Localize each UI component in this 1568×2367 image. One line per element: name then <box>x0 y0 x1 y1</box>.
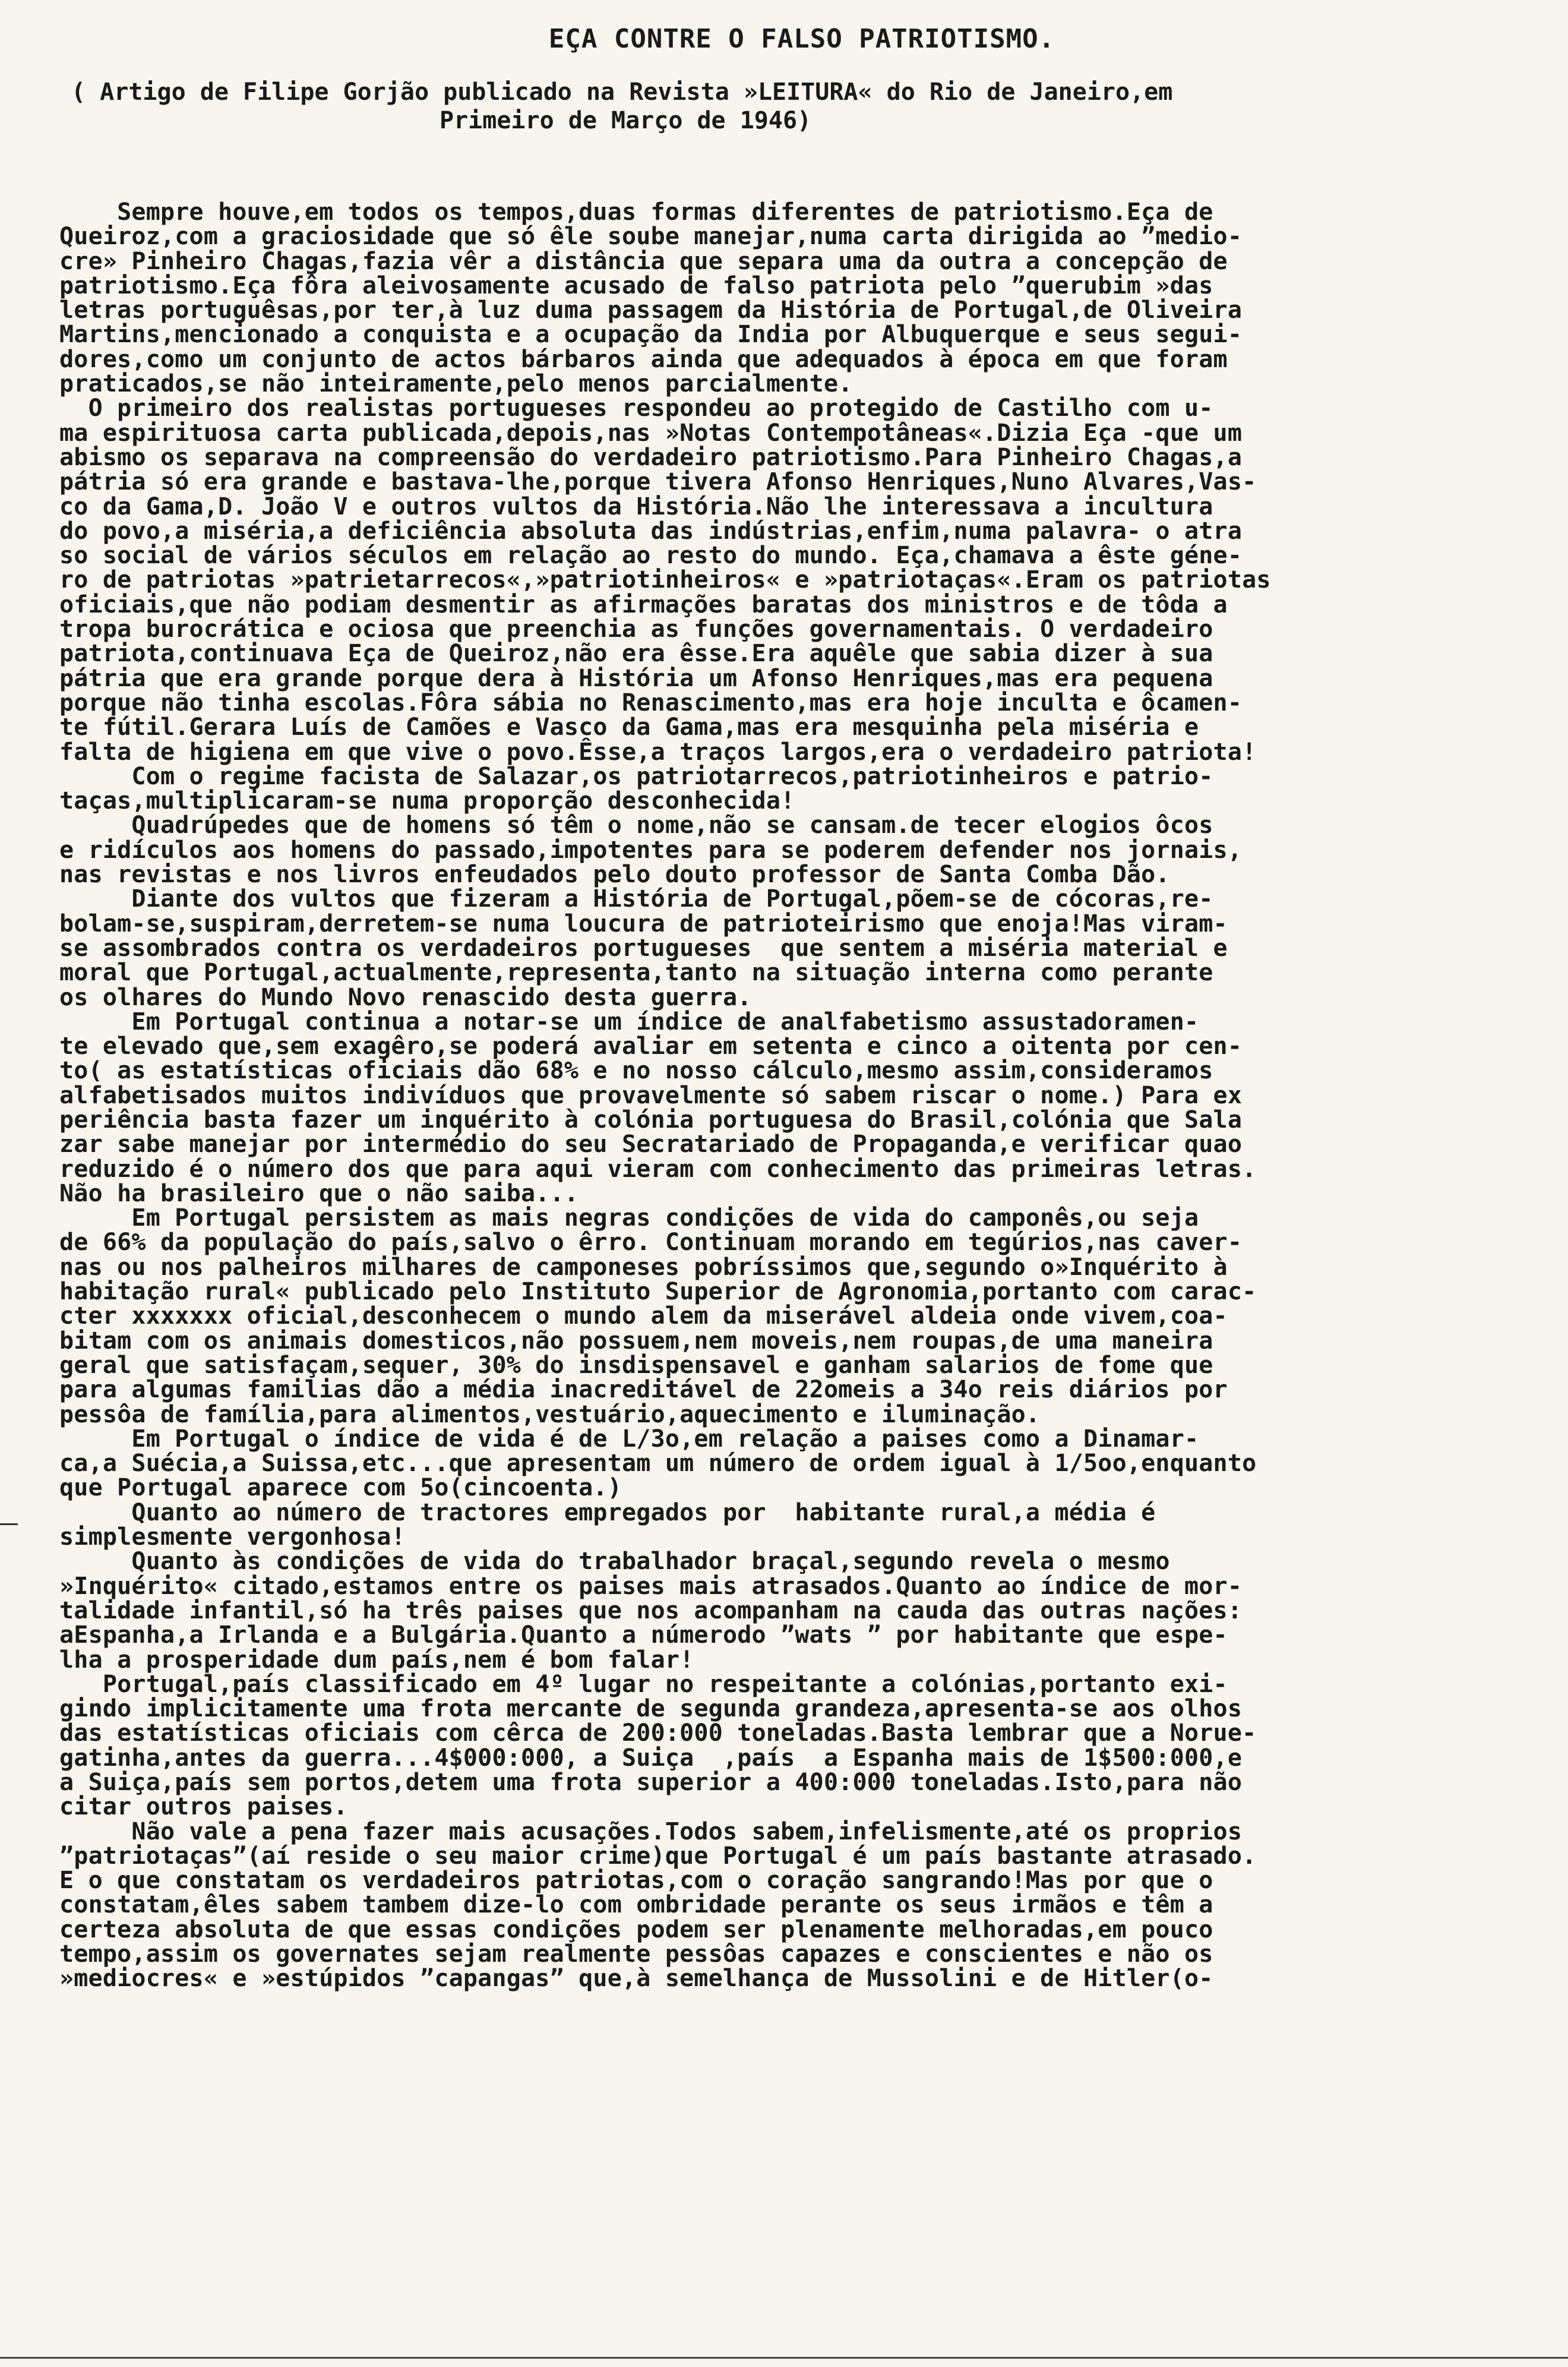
text-line: letras portuguêsas,por ter,à luz duma passagem da História de Portugal,de Oliveira <box>59 296 1243 324</box>
text-line: os olhares do Mundo Novo renascido desta guerra. <box>59 983 752 1011</box>
text-line: abismo os separava na compreensão do verdadeiro patriotismo.Para Pinheiro Chagas,a <box>59 443 1243 471</box>
text-line: que Portugal aparece com 5o(cincoenta.) <box>59 1474 622 1502</box>
text-line: pessôa de família,para alimentos,vestuário,aquecimento e iluminação. <box>59 1400 1041 1428</box>
text-line: gatinha,antes da guerra...4$000:000, a Suiça ,país a Espanha mais de 1$500:000,e <box>59 1744 1243 1772</box>
text-line: Não vale a pena fazer mais acusações.Todos sabem,infelismente,até os proprios <box>59 1817 1243 1845</box>
text-line: Diante dos vultos que fizeram a História de Portugal,põem-se de cócoras,re- <box>59 885 1213 913</box>
text-line: periência basta fazer um inquérito à colónia portuguesa do Brasil,colónia que Sala <box>59 1106 1243 1134</box>
bottom-rule <box>0 2357 1568 2359</box>
margin-mark <box>0 1523 18 1525</box>
text-line: co da Gama,D. João V e outros vultos da História.Não lhe interessava a incultura <box>59 493 1213 520</box>
text-line: to( as estatísticas oficiais dão 68% e no nosso cálculo,mesmo assim,consideramos <box>59 1057 1213 1085</box>
text-line: pátria só era grande e bastava-lhe,porque tivera Afonso Henriques,Nuno Alvares,Vas- <box>59 468 1257 496</box>
text-line: pátria que era grande porque dera à História um Afonso Henriques,mas era pequena <box>59 664 1213 692</box>
text-line: Sempre houve,em todos os tempos,duas formas diferentes de patriotismo.Eça de <box>59 198 1213 226</box>
text-line: E o que constatam os verdadeiros patriotas,com o coração sangrando!Mas por que o <box>59 1867 1213 1895</box>
text-line: constatam,êles sabem tambem dize-lo com ombridade perante os seus irmãos e têm a <box>59 1891 1213 1919</box>
text-line: patriotismo.Eça fôra aleivosamente acusado de falso patriota pelo ”querubim »das <box>59 272 1213 299</box>
text-line: praticados,se não inteiramente,pelo menos parcialmente. <box>59 370 853 398</box>
text-line: Em Portugal continua a notar-se um índice de analfabetismo assustadoramen- <box>59 1008 1199 1036</box>
text-line: tropa burocrática e ociosa que preenchia as funções governamentais. O verdadeiro <box>59 616 1213 643</box>
text-line: geral que satisfaçam,sequer, 30% do insdispensavel e ganham salarios de fome que <box>59 1351 1213 1379</box>
subtitle-line-2: Primeiro de Março de 1946) <box>440 107 812 134</box>
article-body <box>59 200 1526 1992</box>
text-line: ma espirituosa carta publicada,depois,nas »Notas Contempotâneas«.Dizia Eça -que um <box>59 419 1243 447</box>
text-line: ”patriotaças”(aí reside o seu maior crime)que Portugal é um país bastante atrasado. <box>59 1842 1257 1870</box>
text-line: cter xxxxxxx oficial,desconhecem o mundo alem da miserável aldeia onde vivem,coa- <box>59 1302 1228 1330</box>
text-line: Quadrúpedes que de homens só têm o nome,não se cansam.de tecer elogios ôcos <box>59 812 1213 840</box>
text-line: reduzido é o número dos que para aqui vieram com conhecimento das primeiras letras. <box>59 1155 1257 1183</box>
text-line: tempo,assim os governates sejam realmente pessôas capazes e conscientes e não os <box>59 1940 1213 1968</box>
text-line: habitação rural« publicado pelo Instituto Superior de Agronomia,portanto com carac- <box>59 1278 1257 1306</box>
text-line: Queiroz,com a graciosidade que só êle soube manejar,numa carta dirigida ao ”medio- <box>59 223 1243 251</box>
text-line: das estatísticas oficiais com cêrca de 200:000 toneladas.Basta lembrar que a Norue- <box>59 1719 1257 1747</box>
text-line: Martins,mencionado a conquista e a ocupação da India por Albuquerque e seus segui- <box>59 321 1243 349</box>
text-line: te elevado que,sem exagêro,se poderá avaliar em setenta e cinco a oitenta por cen- <box>59 1033 1243 1061</box>
text-line: Em Portugal persistem as mais negras condições de vida do camponês,ou seja <box>59 1204 1199 1232</box>
text-line: simplesmente vergonhosa! <box>59 1523 406 1551</box>
text-line: falta de higiena em que vive o povo.Êsse,a traços largos,era o verdadeiro patriota! <box>59 738 1257 766</box>
text-line: Quanto ao número de tractores empregados por habitante rural,a média é <box>59 1498 1156 1526</box>
text-line: se assombrados contra os verdadeiros portugueses que sentem a miséria material e <box>59 934 1228 962</box>
text-line: alfabetisados muitos indivíduos que provavelmente só sabem riscar o nome.) Para ex <box>59 1081 1243 1109</box>
text-line: para algumas familias dão a média inacreditável de 22omeis a 34o reis diários por <box>59 1376 1228 1404</box>
text-line: ro de patriotas »patrietarrecos«,»patriotinheiros« e »patriotaças«.Eram os patriotas <box>59 566 1271 594</box>
document-title: EÇA CONTRE O FALSO PATRIOTISMO. <box>548 24 1055 54</box>
text-line: nas ou nos palheiros milhares de camponeses pobríssimos que,segundo o»Inquérito à <box>59 1253 1228 1281</box>
text-line: Com o regime facista de Salazar,os patriotarrecos,patriotinheiros e patrio- <box>59 762 1213 790</box>
text-line: nas revistas e nos livros enfeudados pelo douto professor de Santa Comba Dão. <box>59 861 1170 889</box>
text-line: »Inquérito« citado,estamos entre os paises mais atrasados.Quanto ao índice de mor- <box>59 1572 1243 1600</box>
text-line: »mediocres« e »estúpidos ”capangas” que,à semelhança de Mussolini e de Hitler(o- <box>59 1965 1213 1993</box>
text-line: talidade infantil,só ha três paises que nos acompanham na cauda das outras nações: <box>59 1596 1243 1624</box>
text-line: e ridículos aos homens do passado,impotentes para se poderem defender nos jornais, <box>59 836 1243 864</box>
text-line: do povo,a miséria,a deficiência absoluta das indústrias,enfim,numa palavra- o atra <box>59 517 1243 545</box>
text-line: aEspanha,a Irlanda e a Bulgária.Quanto a númerodo ”wats ” por habitante que espe- <box>59 1621 1228 1649</box>
text-line: taças,multiplicaram-se numa proporção desconhecida! <box>59 787 795 815</box>
text-line: certeza absoluta de que essas condições podem ser plenamente melhoradas,em pouco <box>59 1915 1213 1943</box>
text-line: citar outros paises. <box>59 1793 348 1821</box>
text-line: zar sabe manejar por intermédio do seu Secratariado de Propaganda,e verificar quao <box>59 1131 1243 1159</box>
text-line: te fútil.Gerara Luís de Camões e Vasco da Gama,mas era mesquinha pela miséria e <box>59 714 1199 741</box>
text-line: porque não tinha escolas.Fôra sábia no Renascimento,mas era hoje inculta e ôcamen- <box>59 689 1243 717</box>
document-subtitle <box>59 78 1526 135</box>
text-line: Quanto às condições de vida do trabalhador braçal,segundo revela o mesmo <box>59 1548 1170 1576</box>
text-line: de 66% da população do país,salvo o êrro. Continuam morando em tegúrios,nas caver- <box>59 1229 1243 1257</box>
text-line: a Suiça,país sem portos,detem uma frota superior a 400:000 toneladas.Isto,para não <box>59 1769 1243 1796</box>
text-line: Em Portugal o índice de vida é de L/3o,em relação a paises como a Dinamar- <box>59 1425 1199 1453</box>
text-line: ca,a Suécia,a Suissa,etc...que apresentam um número de ordem igual à 1/5oo,enquanto <box>59 1450 1257 1478</box>
text-line: cre» Pinheiro Chagas,fazia vêr a distância que separa uma da outra a concepção de <box>59 247 1228 275</box>
document-page <box>59 18 1526 2347</box>
text-line: gindo implicitamente uma frota mercante de segunda grandeza,apresenta-se aos olhos <box>59 1695 1243 1723</box>
text-line: O primeiro dos realistas portugueses respondeu ao protegido de Castilho com u- <box>59 394 1213 422</box>
text-line: bolam-se,suspiram,derretem-se numa loucura de patrioteirismo que enoja!Mas viram- <box>59 910 1228 938</box>
text-line: patriota,continuava Eça de Queiroz,não era êsse.Era aquêle que sabia dizer à sua <box>59 640 1213 668</box>
text-line: lha a prosperidade dum país,nem é bom falar! <box>59 1646 694 1674</box>
text-line: bitam com os animais domesticos,não possuem,nem moveis,nem roupas,de uma maneira <box>59 1327 1213 1355</box>
text-line: moral que Portugal,actualmente,representa,tanto na situação interna como perante <box>59 959 1213 987</box>
text-line: Não ha brasileiro que o não saiba... <box>59 1179 579 1207</box>
subtitle-line-1: ( Artigo de Filipe Gorjão publicado na Revista »LEITURA« do Rio de Janeiro,em <box>71 78 1173 106</box>
text-line: dores,como um conjunto de actos bárbaros ainda que adequados à época em que foram <box>59 345 1228 373</box>
text-line: Portugal,país classificado em 4º lugar no respeitante a colónias,portanto exi- <box>59 1670 1228 1698</box>
text-line: oficiais,que não podiam desmentir as afirmações baratas dos ministros e de tôda a <box>59 591 1228 618</box>
text-line: so social de vários séculos em relação ao resto do mundo. Eça,chamava a êste géne- <box>59 542 1243 570</box>
